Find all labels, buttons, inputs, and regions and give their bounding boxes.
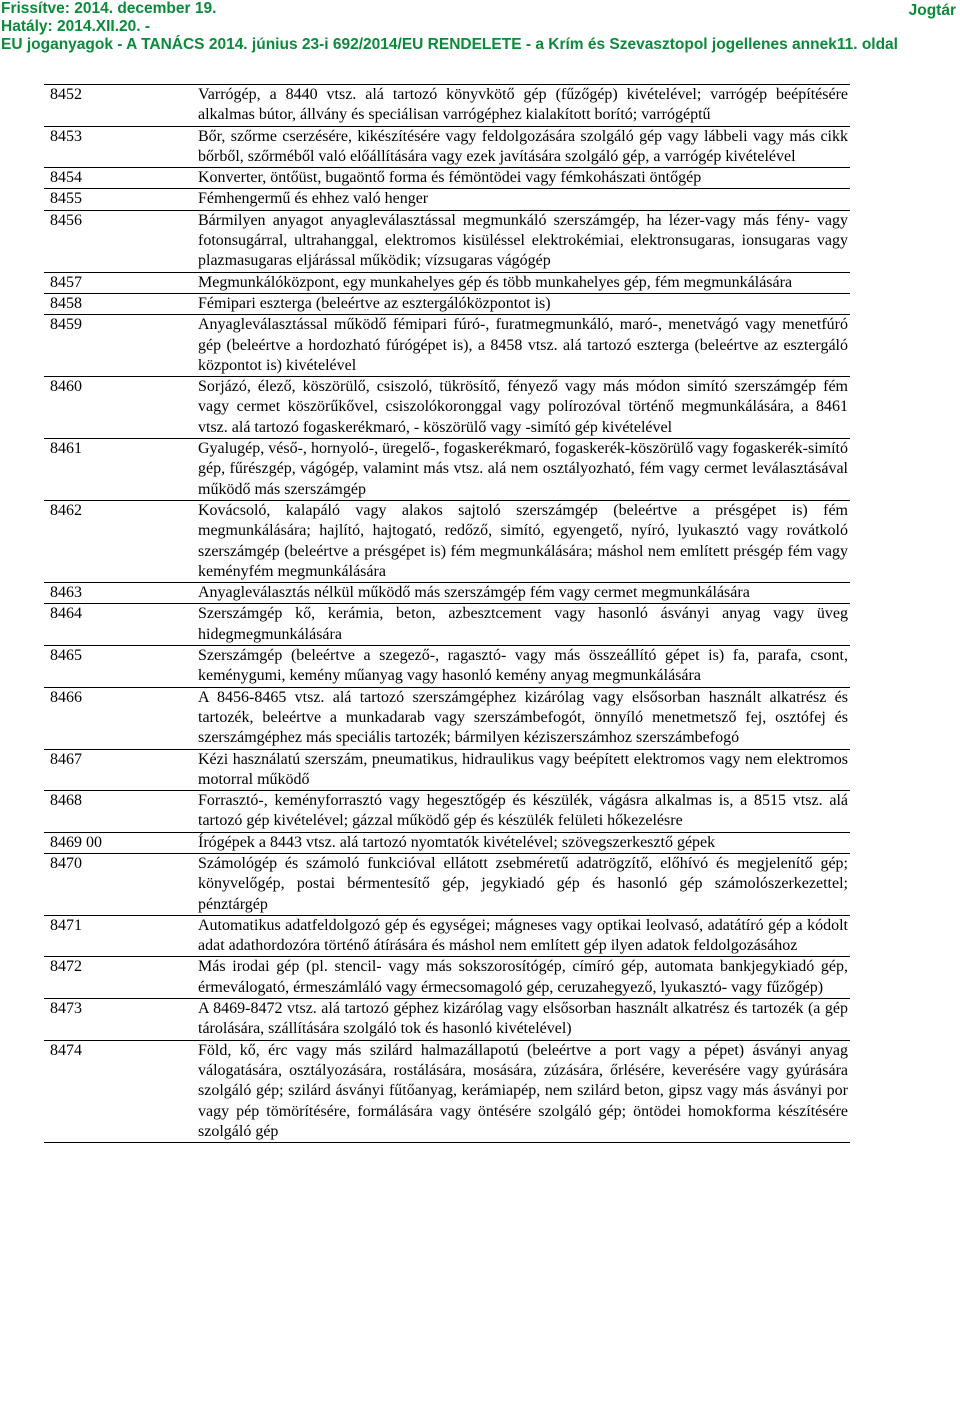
table-row: [44, 604, 850, 646]
table-row: [44, 189, 850, 210]
table-row: [44, 646, 850, 688]
table-row: [44, 916, 850, 958]
tariff-code: 8455: [50, 190, 82, 208]
table-row: [44, 294, 850, 315]
tariff-code: 8457: [50, 273, 82, 291]
tariff-description: Föld, kő, érc vagy más szilárd halmazállapotú (beleértve a port vagy a pépet) ásványi anyag válogatására, osztályozására, rostálására, mosására, zúzására, őrlésére, keverésére vagy gyúrására szolgáló gép; szilárd ásványi fűtőanyag, kerámiapép, nem szilárd beton, gipsz vagy más ásványi por vagy pép tömörítésére, formálására vagy öntésére szolgáló gép; öntödei homokforma készítésére szolgáló gép: [198, 1041, 848, 1140]
document-title: EU joganyagok - A TANÁCS 2014. június 23-i 692/2014/EU RENDELETE - a Krím és Szevasztopol jogellenes annek11. oldal: [1, 36, 898, 53]
tariff-code: 8462: [50, 501, 82, 519]
table-row: [44, 501, 850, 583]
tariff-description: Kovácsoló, kalapáló vagy alakos sajtoló szerszámgép (beleértve a présgépet is) fém megmunkálására; hajlító, hajtogató, redőző, simító, egyengető, nyíró, lyukasztó vagy rovátkoló szerszámgép (beleértve a présgépet is) fém megmunkálására; máshol nem említett présgép fém vagy keményfém megmunkálására: [198, 501, 848, 580]
table-row: [44, 168, 850, 189]
table-row: [44, 791, 850, 833]
tariff-description: Anyagleválasztással működő fémipari fúró-, furatmegmunkáló, maró-, menetvágó vagy menetfúró gép (beleértve a hordozható fúrógépet is), a 8458 vtsz. alá tartozó eszterga (beleértve az esztergáló központot is) kivételével: [198, 316, 848, 374]
table-row: [44, 211, 850, 273]
table-row: [44, 583, 850, 604]
table-row: [44, 833, 850, 854]
tariff-description: Kézi használatú szerszám, pneumatikus, hidraulikus vagy beépített elektromos vagy nem elektromos motorral működő: [198, 750, 848, 788]
tariff-description: A 8469-8472 vtsz. alá tartozó géphez kizárólag vagy elsősorban használt alkatrész és tartozék (a gép tárolására, szállítására szolgáló tok és hasonló kivételével): [198, 1000, 848, 1038]
tariff-code: 8473: [50, 1000, 82, 1018]
tariff-description: Bármilyen anyagot anyagleválasztással megmunkáló szerszámgép, ha lézer-vagy más fény- vagy fotonsugárral, ultrahanggal, elektromos kisüléssel elektrokémiai, elektronsugaras, ionsugaras vagy plazmasugaras eljárással működik; vízsugaras vágógép: [198, 211, 848, 270]
tariff-code: 8458: [50, 294, 82, 312]
tariff-description: Írógépek a 8443 vtsz. alá tartozó nyomtatók kivételével; szövegszerkesztő gépek: [198, 833, 716, 851]
tariff-description: Megmunkálóközpont, egy munkahelyes gép és több munkahelyes gép, fém megmunkálására: [198, 273, 793, 291]
tariff-code: 8464: [50, 605, 82, 623]
tariff-code: 8470: [50, 854, 82, 872]
tariff-description: Gyalugép, véső-, hornyoló-, üregelő-, fogaskerékmaró, fogaskerék-köszörülő vagy fogaskerék-simító gép, fűrészgép, vágógép, valamint más vtsz. alá nem osztályozható, fém vagy cermet leválasztásával működő más szerszámgép: [198, 440, 848, 498]
tariff-code: 8467: [50, 750, 82, 768]
tariff-description: Sorjázó, élező, köszörülő, csiszoló, tükrösítő, fényező vagy más módon simító szerszámgép fém vagy cermet köszörűkővel, csiszolókoronggal vagy polírozóval történő megmunkálására, a 8461 vtsz. alá tartozó fogaskerékmaró, - köszörülő vagy -simító gép kivételével: [198, 378, 848, 436]
tariff-description: Varrógép, a 8440 vtsz. alá tartozó könyvkötő gép (fűzőgép) kivételével; varrógép beépítésére alkalmas bútor, állvány és speciálisan varrógéphez kialakított borító; varrógéptű: [198, 86, 848, 124]
table-row: [44, 1041, 850, 1143]
tariff-description: A 8456-8465 vtsz. alá tartozó szerszámgéphez kizárólag vagy elsősorban használt alkatrész és tartozék, beleértve a munkadarab vagy szerszámbefogót, önnyíló menetmetsző fej, osztófej és szerszámgéphez más speciális tartozék; bármilyen kéziszerszámhoz szerszámbefogó: [198, 688, 848, 747]
tariff-description: Fémipari eszterga (beleértve az esztergálóközpontot is): [198, 294, 551, 312]
source-label: Jogtár: [908, 2, 956, 19]
table-row: [44, 377, 850, 439]
tariff-code: 8463: [50, 584, 82, 602]
table-row: [44, 439, 850, 501]
tariff-code: 8454: [50, 169, 82, 187]
tariff-description: Konverter, öntőüst, bugaöntő forma és fémöntödei vagy fémkohászati öntőgép: [198, 169, 702, 187]
tariff-description: Számológép és számoló funkcióval ellátott zsebméretű adatrögzítő, előhívó és megjelenítő gép; könyvelőgép, postai bérmentesítő gép, jegykiadó gép és hasonló gép számolószerkezettel; pénztárgép: [198, 854, 848, 913]
table-row: [44, 750, 850, 792]
tariff-code: 8468: [50, 792, 82, 810]
tariff-code: 8456: [50, 211, 82, 229]
tariff-code: 8465: [50, 647, 82, 665]
tariff-description: Bőr, szőrme cserzésére, kikészítésére vagy feldolgozására szolgáló gép vagy lábbeli vagy más cikk bőrből, szőrméből való előállítására vagy ezek javítására szolgáló gép, a varrógép kivételével: [198, 127, 848, 165]
tariff-code: 8469 00: [50, 833, 102, 851]
tariff-code: 8452: [50, 86, 82, 103]
tariff-description: Más irodai gép (pl. stencil- vagy más sokszorosítógép, címíró gép, automata bankjegykiadó gép, érmeválogató, érmeszámláló vagy érmecsomagoló gép, ceruzahegyező, lyukasztó- vagy fűzőgép): [198, 958, 848, 996]
table-row: [44, 273, 850, 294]
tariff-code: 8460: [50, 378, 82, 396]
tariff-code: 8459: [50, 316, 82, 334]
tariff-code: 8474: [50, 1041, 82, 1059]
tariff-code: 8471: [50, 916, 82, 934]
tariff-description: Forrasztó-, keményforrasztó vagy hegesztőgép és készülék, vágásra alkalmas is, a 8515 vtsz. alá tartozó gép kivételével; gázzal működő gép és készülék felületi hőkezelésre: [198, 792, 848, 830]
tariff-description: Automatikus adatfeldolgozó gép és egységei; mágneses vagy optikai leolvasó, adatátíró gép a kódolt adat adathordozóra történő átírására és máshol nem említett gép ilyen adatok feldolgozásához: [198, 916, 848, 955]
table-row: [44, 315, 850, 377]
tariff-description: Szerszámgép (beleértve a szegező-, ragasztó- vagy más összeállító gépet is) fa, parafa, csont, keménygumi, kemény műanyag vagy hasonló kemény anyag megmunkálására: [198, 647, 848, 685]
table-row: [44, 85, 850, 127]
effective-date: Hatály: 2014.XII.20. -: [1, 18, 151, 35]
update-date: Frissítve: 2014. december 19.: [1, 0, 217, 17]
tariff-description: Anyagleválasztás nélkül működő más szerszámgép fém vagy cermet megmunkálására: [198, 584, 750, 602]
table-row: [44, 854, 850, 916]
tariff-code: 8453: [50, 127, 82, 145]
tariff-description: Szerszámgép kő, kerámia, beton, azbesztcement vagy hasonló ásványi anyag vagy üveg hidegmegmunkálására: [198, 605, 848, 643]
table-row: [44, 957, 850, 999]
tariff-code: 8466: [50, 688, 82, 706]
table-row: [44, 999, 850, 1041]
tariff-code: 8472: [50, 958, 82, 976]
table-row: [44, 127, 850, 169]
tariff-description: Fémhengermű és ehhez való henger: [198, 190, 429, 208]
document-header: [0, 0, 960, 60]
tariff-table: [44, 84, 850, 1143]
table-row: [44, 688, 850, 750]
tariff-code: 8461: [50, 440, 82, 458]
